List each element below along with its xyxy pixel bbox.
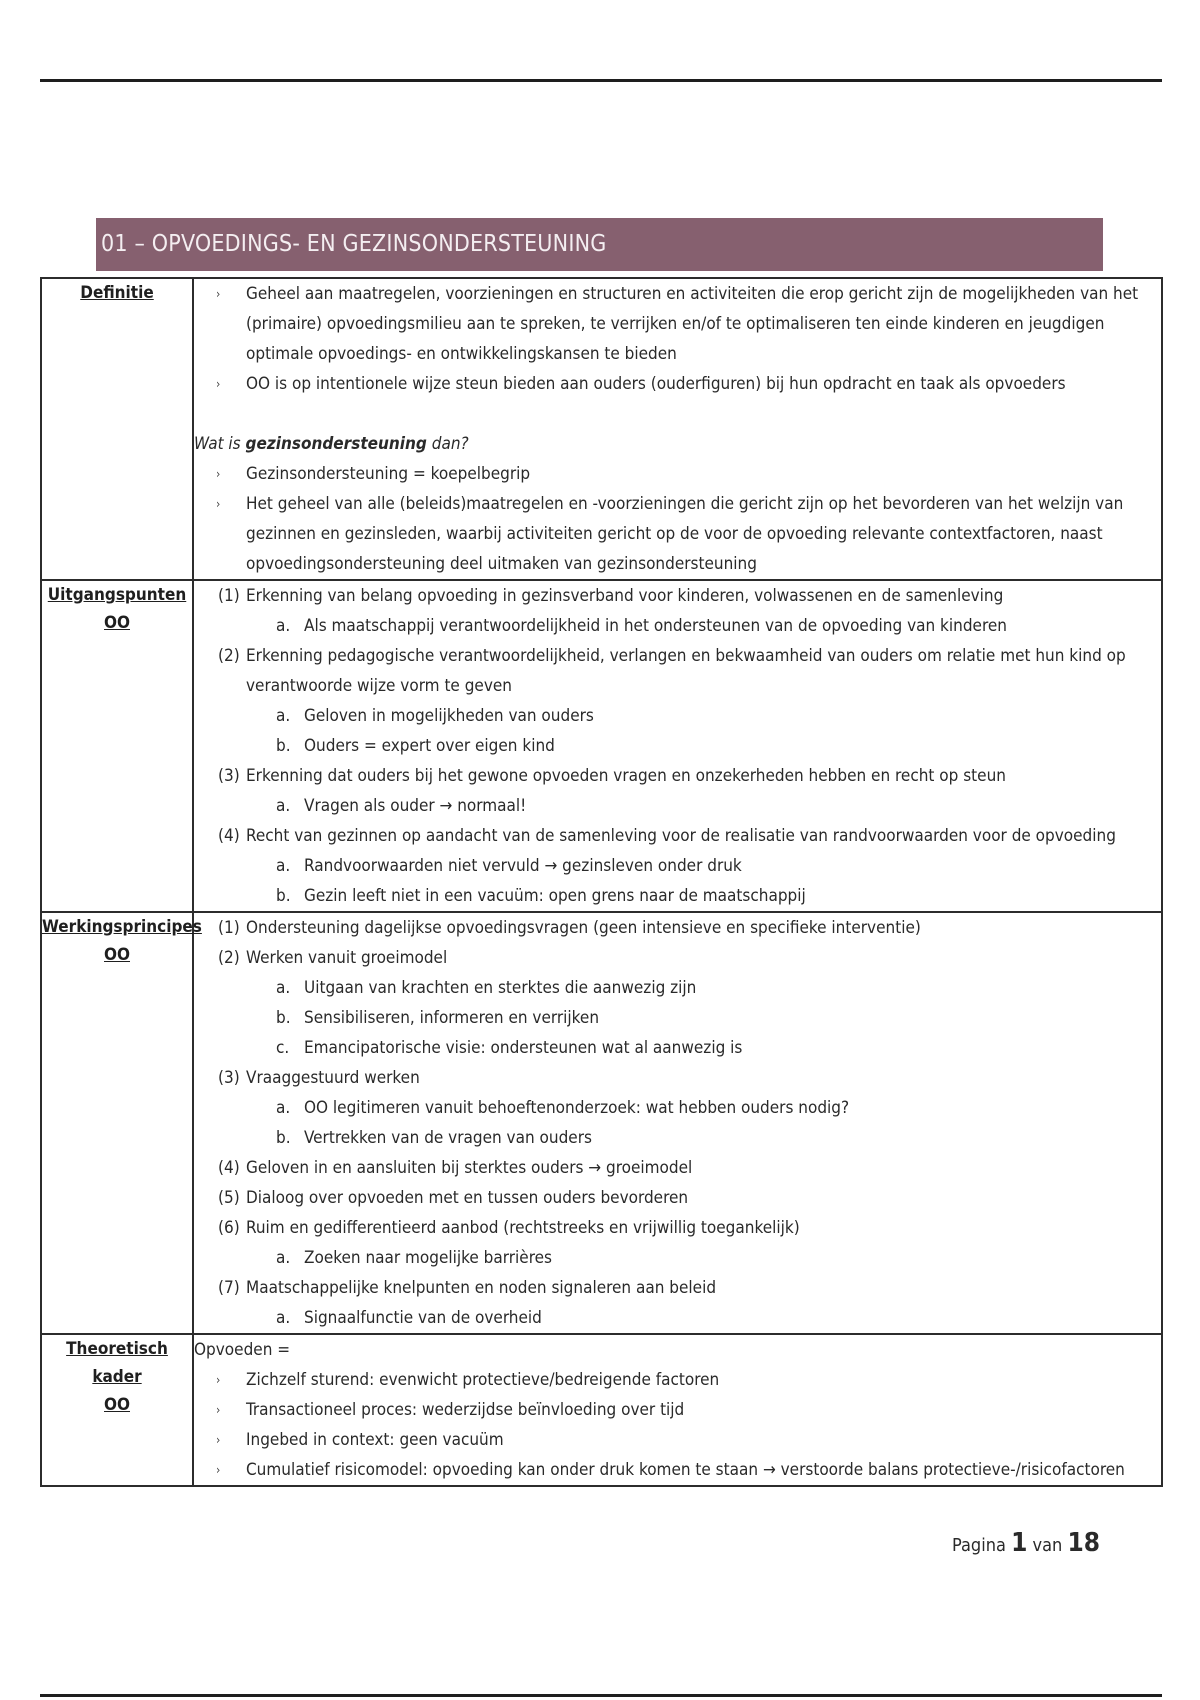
sub-item <box>194 973 1161 1003</box>
bullet-item: › Cumulatief risicomodel: opvoeding kan onder druk komen te staan → verstoorde balans protectieve-/risicofactoren <box>194 1455 1161 1485</box>
sub-item <box>194 1033 1161 1063</box>
sub-item-text: Randvoorwaarden niet vervuld → gezinsleven onder druk <box>304 856 742 876</box>
sub-item <box>194 1243 1161 1273</box>
item-number: (1) <box>218 918 240 938</box>
numbered-item <box>194 821 1161 851</box>
row-werkingsprincipes <box>41 912 1162 1334</box>
item-text: Ruim en gedifferentieerd aanbod (rechtstreeks en vrijwillig toegankelijk) <box>246 1218 800 1238</box>
item-text: Erkenning van belang opvoeding in gezinsverband voor kinderen, volwassenen en de samenleving <box>246 586 1004 606</box>
label-definitie: Definitie <box>41 278 193 580</box>
item-text: Erkenning dat ouders bij het gewone opvoeden vragen en onzekerheden hebben en recht op steun <box>246 766 1006 786</box>
sub-item-text: Vertrekken van de vragen van ouders <box>304 1128 592 1148</box>
sub-item-text: Geloven in mogelijkheden van ouders <box>304 706 594 726</box>
item-text: Recht van gezinnen op aandacht van de samenleving voor de realisatie van randvoorwaarden voor de opvoeding <box>246 826 1116 846</box>
item-text: Maatschappelijke knelpunten en noden signaleren aan beleid <box>246 1278 717 1298</box>
numbered-item <box>194 1213 1161 1243</box>
item-text: Dialoog over opvoeden met en tussen ouders bevorderen <box>246 1188 689 1208</box>
bullet-icon: › <box>216 377 221 391</box>
item-number: (5) <box>218 1188 240 1208</box>
item-number: (4) <box>218 1158 240 1178</box>
bullet-icon: › <box>216 1373 221 1387</box>
sub-item-text: Ouders = expert over eigen kind <box>304 736 555 756</box>
sub-item-text: Signaalfunctie van de overheid <box>304 1308 542 1328</box>
item-number: (7) <box>218 1278 240 1298</box>
item-number: (3) <box>218 1068 240 1088</box>
sub-item <box>194 1093 1161 1123</box>
numbered-item <box>194 1183 1161 1213</box>
bullet-item: › Het geheel van alle (beleids)maatregelen en -voorzieningen die gericht zijn op het bevorderen van het welzijn van gezinnen en gezinsleden, waarbij activiteiten gericht op de voor de opvoeding relevante contextfactoren, naast opvoedingsondersteuning deel uitmaken van gezinsondersteuning <box>194 489 1161 579</box>
sub-item <box>194 1123 1161 1153</box>
numbered-item <box>194 1153 1161 1183</box>
bullet-item: › Ingebed in context: geen vacuüm <box>194 1425 1161 1455</box>
sub-item-marker: b. <box>276 1128 291 1148</box>
item-text: Ondersteuning dagelijkse opvoedingsvragen (geen intensieve en specifieke interventie) <box>246 918 921 938</box>
numbered-item <box>194 641 1161 701</box>
bullet-icon: › <box>216 1403 221 1417</box>
numbered-item <box>194 581 1161 611</box>
sub-item-marker: a. <box>276 1248 291 1268</box>
item-text: Geloven in en aansluiten bij sterktes ouders → groeimodel <box>246 1158 693 1178</box>
bottom-rule <box>40 1694 1162 1697</box>
sub-item-text: Emancipatorische visie: ondersteunen wat al aanwezig is <box>304 1038 743 1058</box>
item-text: Erkenning pedagogische verantwoordelijkheid, verlangen en bekwaamheid van ouders om relatie met hun kind op verantwoorde wijze vorm te geven <box>246 646 1126 696</box>
numbered-item <box>194 943 1161 973</box>
sub-item-marker: a. <box>276 796 291 816</box>
sub-item <box>194 731 1161 761</box>
row-definitie <box>41 278 1162 580</box>
sub-item-marker: a. <box>276 856 291 876</box>
item-number: (6) <box>218 1218 240 1238</box>
sub-item <box>194 1003 1161 1033</box>
bullet-item: › OO is op intentionele wijze steun bieden aan ouders (ouderfiguren) bij hun opdracht en taak als opvoeders <box>194 369 1161 399</box>
sub-item-marker: a. <box>276 706 291 726</box>
sub-item-marker: a. <box>276 616 291 636</box>
item-text: Werken vanuit groeimodel <box>246 948 448 968</box>
top-rule <box>40 79 1162 82</box>
bullet-item: › Zichzelf sturend: evenwicht protectieve/bedreigende factoren <box>194 1365 1161 1395</box>
item-number: (2) <box>218 948 240 968</box>
bullet-icon: › <box>216 1463 221 1477</box>
numbered-item <box>194 1063 1161 1093</box>
bullet-icon: › <box>216 1433 221 1447</box>
sub-item-marker: b. <box>276 886 291 906</box>
sub-item <box>194 1303 1161 1333</box>
sub-item-text: Uitgaan van krachten en sterktes die aanwezig zijn <box>304 978 697 998</box>
sub-item <box>194 701 1161 731</box>
sub-item-text: Als maatschappij verantwoordelijkheid in het ondersteunen van de opvoeding van kinderen <box>304 616 1007 636</box>
summary-table <box>40 277 1163 1487</box>
numbered-item <box>194 761 1161 791</box>
item-number: (3) <box>218 766 240 786</box>
sub-item-marker: a. <box>276 1098 291 1118</box>
content-definitie <box>193 278 1162 580</box>
section-title: 01 – OPVOEDINGS- EN GEZINSONDERSTEUNING <box>96 218 1103 271</box>
item-number: (4) <box>218 826 240 846</box>
item-number: (2) <box>218 646 240 666</box>
numbered-item <box>194 913 1161 943</box>
item-number: (1) <box>218 586 240 606</box>
sub-item <box>194 791 1161 821</box>
sub-item-text: Sensibiliseren, informeren en verrijken <box>304 1008 600 1028</box>
sub-item-marker: b. <box>276 736 291 756</box>
numbered-item <box>194 1273 1161 1303</box>
label-werkingsprincipes: Werkingsprincipes OO <box>41 912 193 1334</box>
sub-item-text: Zoeken naar mogelijke barrières <box>304 1248 552 1268</box>
item-text: Vraaggestuurd werken <box>246 1068 420 1088</box>
question-line: Wat is gezinsondersteuning dan? <box>194 434 469 454</box>
content-theoretisch-kader <box>193 1334 1162 1486</box>
label-theoretisch-kader: Theoretisch kader OO <box>41 1334 193 1486</box>
bullet-item: › Gezinsondersteuning = koepelbegrip <box>194 459 1161 489</box>
row-uitgangspunten <box>41 580 1162 912</box>
sub-item <box>194 851 1161 881</box>
bullet-item: › Transactioneel proces: wederzijdse beïnvloeding over tijd <box>194 1395 1161 1425</box>
sub-item <box>194 611 1161 641</box>
sub-item-marker: a. <box>276 978 291 998</box>
bullet-icon: › <box>216 467 221 481</box>
sub-item-marker: a. <box>276 1308 291 1328</box>
sub-item-text: Vragen als ouder → normaal! <box>304 796 527 816</box>
sub-item-text: Gezin leeft niet in een vacuüm: open grens naar de maatschappij <box>304 886 806 906</box>
row-theoretisch-kader <box>41 1334 1162 1486</box>
page-number: Pagina 1 van 18 <box>952 1528 1100 1558</box>
intro-text: Opvoeden = <box>194 1340 291 1360</box>
bullet-item: › Geheel aan maatregelen, voorzieningen en structuren en activiteiten die erop gericht zijn de mogelijkheden van het (primaire) opvoedingsmilieu aan te spreken, te verrijken en/of te optimaliseren ten einde kinderen en jeugdigen optimale opvoedings- en ontwikkelingskansen te bieden <box>194 279 1161 369</box>
sub-item-marker: c. <box>276 1038 290 1058</box>
bullet-icon: › <box>216 497 221 511</box>
sub-item <box>194 881 1161 911</box>
content-werkingsprincipes <box>193 912 1162 1334</box>
label-uitgangspunten: Uitgangspunten OO <box>41 580 193 912</box>
bullet-icon: › <box>216 287 221 301</box>
sub-item-marker: b. <box>276 1008 291 1028</box>
sub-item-text: OO legitimeren vanuit behoeftenonderzoek: wat hebben ouders nodig? <box>304 1098 850 1118</box>
content-uitgangspunten <box>193 580 1162 912</box>
